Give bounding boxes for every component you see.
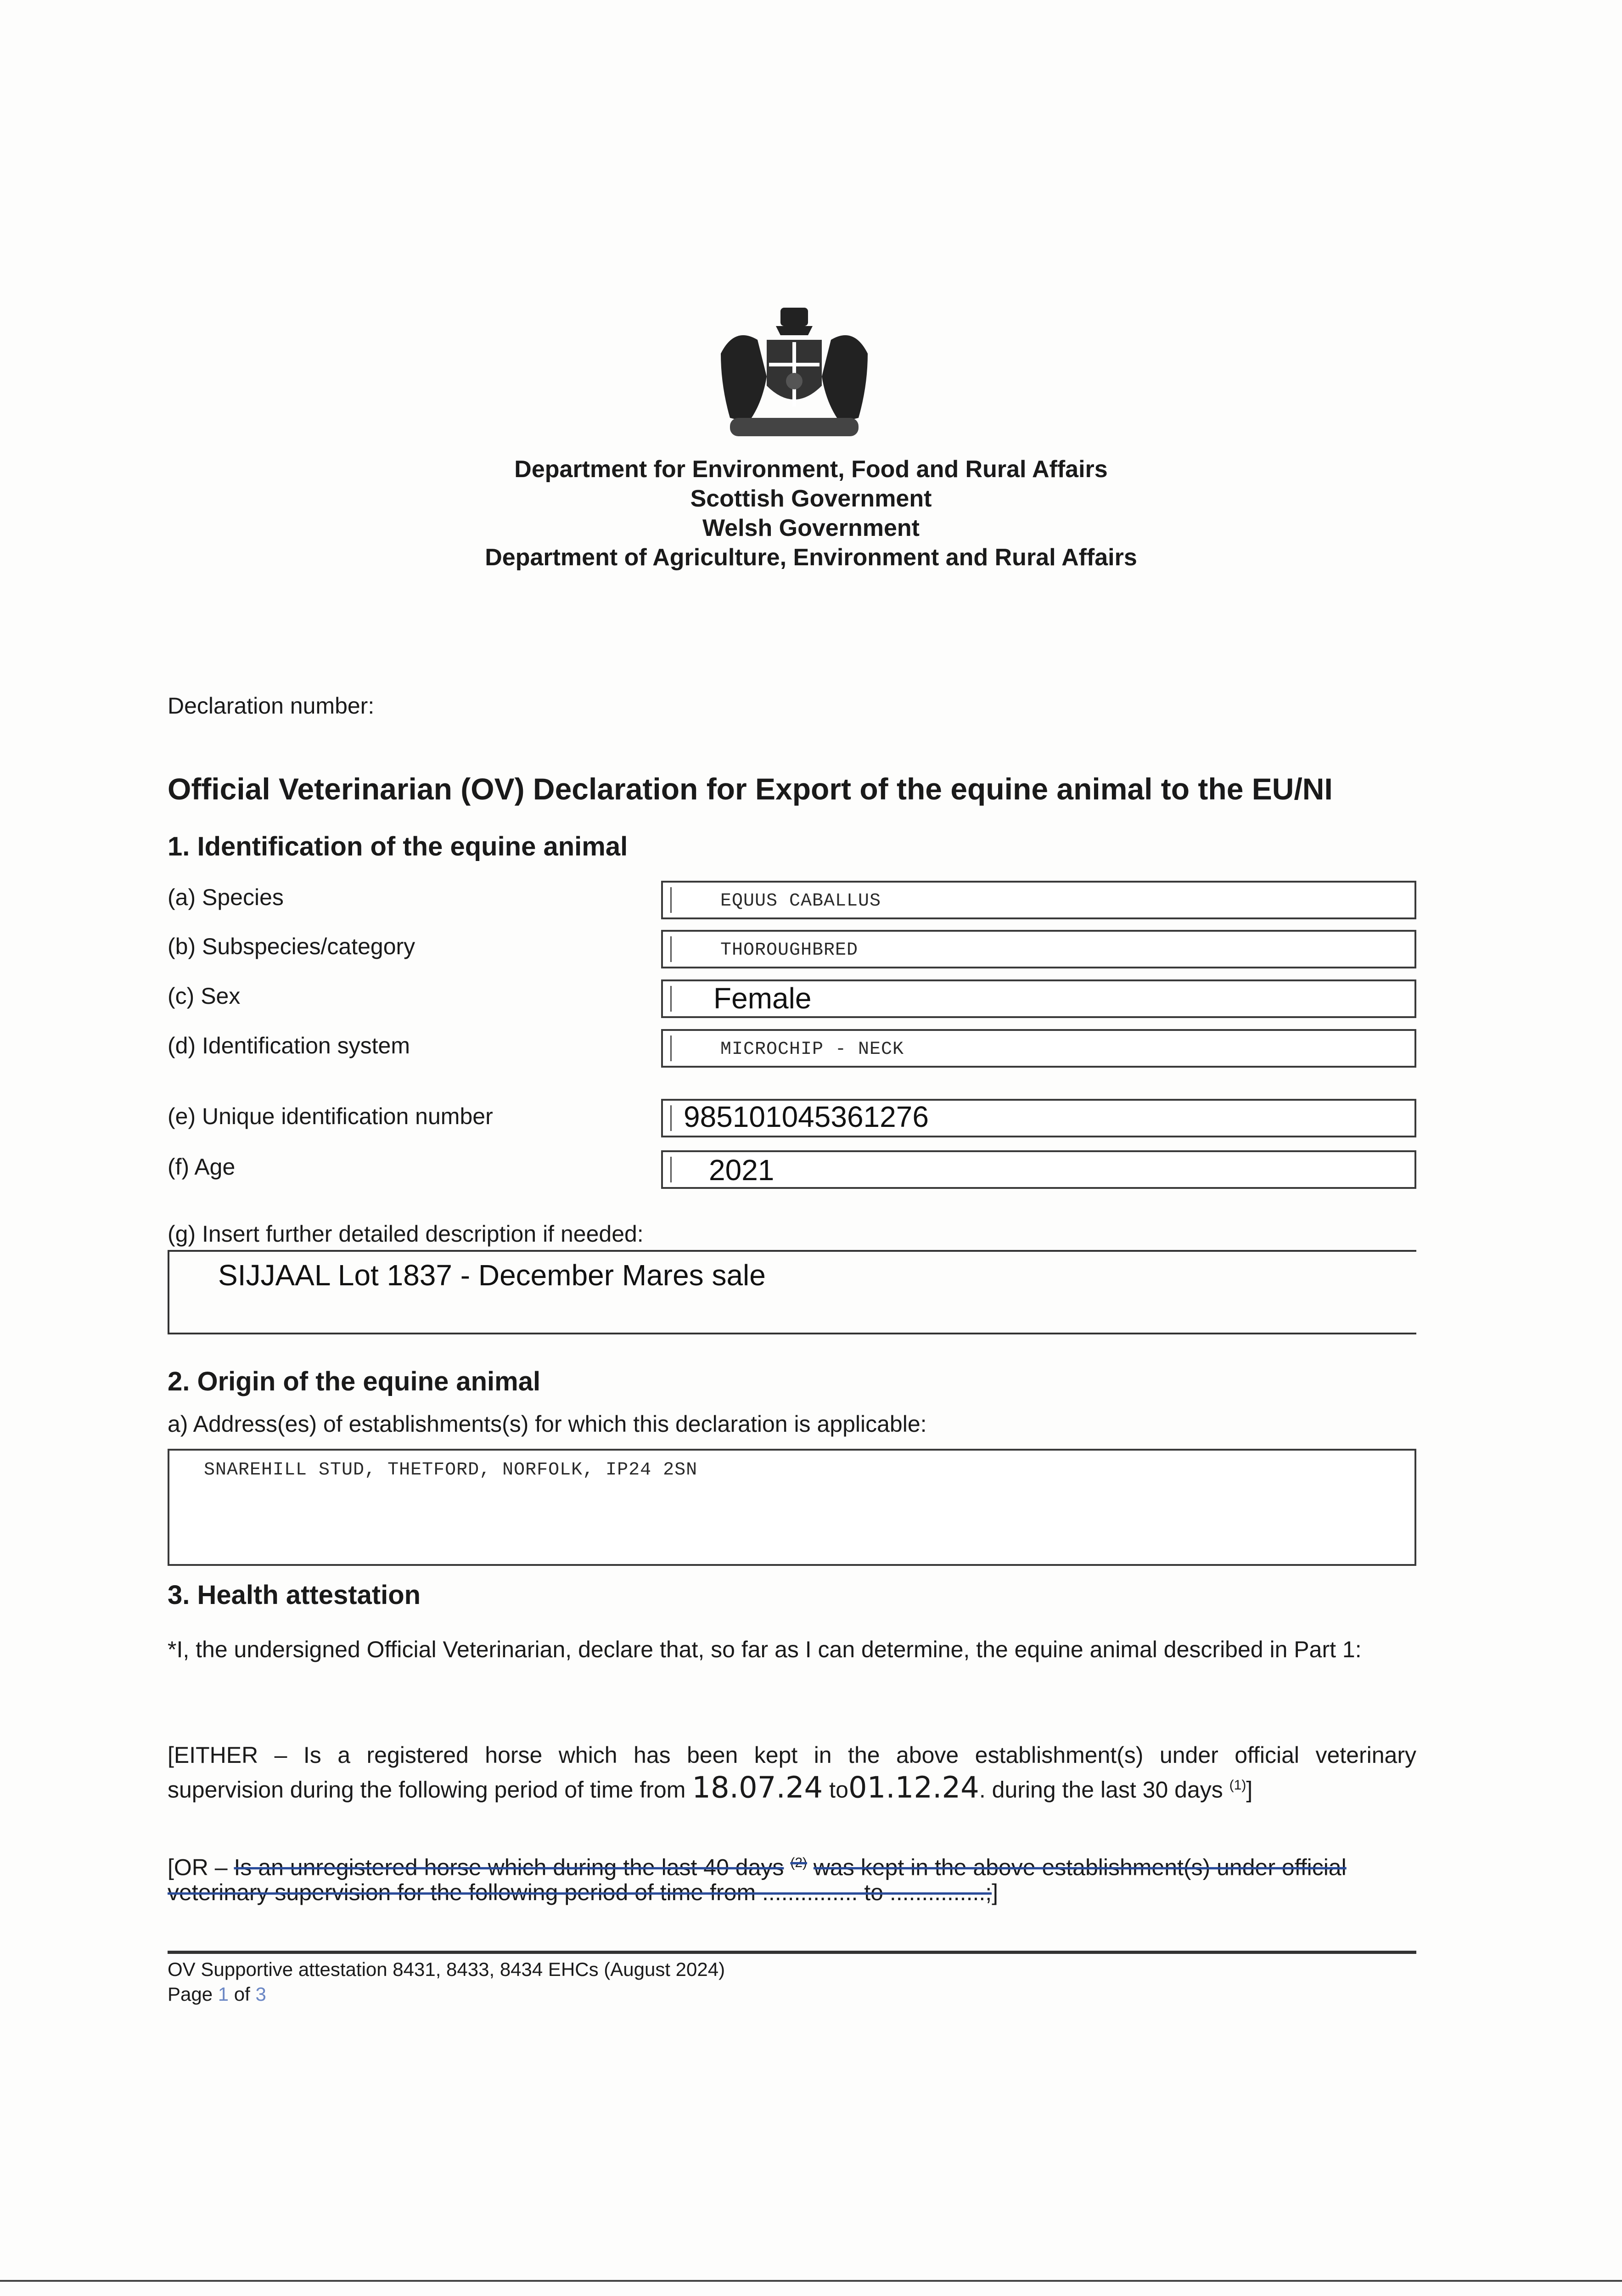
unique-id-field[interactable]: [661, 1099, 1416, 1137]
address-value: SNAREHILL STUD, THETFORD, NORFOLK, IP24 2SN: [204, 1460, 698, 1480]
either-line-2: [168, 1771, 1252, 1805]
section1-heading: 1. Identification of the equine animal: [168, 832, 628, 861]
either-line-1: [EITHER – Is a registered horse which has been kept in the above establishment(s) under official veterinary: [168, 1742, 1416, 1768]
footer-page-current: 1: [218, 1983, 229, 2005]
sex-label: (c) Sex: [168, 983, 241, 1009]
subspecies-value: THOROUGHBRED: [720, 940, 859, 961]
either-date-to[interactable]: 01.12.24: [848, 1771, 979, 1805]
footer-attestation: OV Supportive attestation 8431, 8433, 8434 EHCs (August 2024): [168, 1958, 725, 1980]
royal-coat-of-arms-icon: [702, 303, 886, 450]
or-footnote-ref: (2): [790, 1855, 807, 1870]
species-label: (a) Species: [168, 884, 284, 910]
address-label: a) Address(es) of establishments(s) for which this declaration is applicable:: [168, 1411, 927, 1437]
identification-system-label: (d) Identification system: [168, 1033, 410, 1058]
or-prefix: [OR –: [168, 1854, 234, 1880]
unique-id-label: (e) Unique identification number: [168, 1103, 493, 1129]
further-description-bottom-rule: [168, 1333, 1416, 1334]
unique-id-value: 985101045361276: [684, 1100, 929, 1133]
or-struck-text-2: veterinary supervision for the following period of time from ............... to ...............;: [168, 1880, 992, 1905]
scan-edge-line: [0, 2280, 1622, 2282]
footer-page-total: 3: [255, 1983, 266, 2005]
department-defra: Department for Environment, Food and Rural Affairs: [514, 456, 1108, 483]
or-line-2: [168, 1878, 998, 1907]
either-date-from[interactable]: 18.07.24: [692, 1771, 823, 1805]
either-to: to: [829, 1777, 848, 1803]
subspecies-field[interactable]: [661, 930, 1416, 968]
either-line-2-text: supervision during the following period of time from: [168, 1777, 686, 1803]
age-field[interactable]: [661, 1150, 1416, 1189]
or-struck-text-1: Is an unregistered horse which during the last 40 days: [234, 1854, 784, 1880]
species-field[interactable]: [661, 881, 1416, 919]
further-description-value[interactable]: SIJJAAL Lot 1837 - December Mares sale: [218, 1259, 766, 1292]
footer-page-word: Page: [168, 1983, 213, 2005]
footer-page-number: [168, 1982, 266, 2007]
section2-heading: 2. Origin of the equine animal: [168, 1367, 541, 1396]
either-close: ]: [1246, 1777, 1253, 1803]
footer-rule: [168, 1951, 1416, 1954]
sex-value: Female: [713, 982, 812, 1015]
footer-page-of: of: [234, 1983, 250, 2005]
age-label: (f) Age: [168, 1154, 236, 1180]
further-description-top-rule: [168, 1250, 1416, 1252]
or-line-1: [168, 1848, 1347, 1882]
health-attestation-intro: *I, the undersigned Official Veterinarian, declare that, so far as I can determine, the equine animal described in Part 1:: [168, 1637, 1362, 1662]
identification-system-value: MICROCHIP - NECK: [720, 1039, 904, 1060]
either-footnote-ref: (1): [1229, 1778, 1246, 1793]
sex-field[interactable]: [661, 979, 1416, 1018]
either-line-2-tail: . during the last 30 days: [979, 1777, 1223, 1803]
identification-system-field[interactable]: [661, 1029, 1416, 1068]
age-value: 2021: [709, 1154, 775, 1187]
species-value: EQUUS CABALLUS: [720, 891, 881, 912]
further-description-label: (g) Insert further detailed description if needed:: [168, 1221, 644, 1247]
address-field[interactable]: [168, 1449, 1416, 1566]
further-description-left-rule: [168, 1250, 169, 1333]
page-title: Official Veterinarian (OV) Declaration for Export of the equine animal to the EU/NI: [168, 772, 1333, 806]
section3-heading: 3. Health attestation: [168, 1580, 421, 1610]
or-close: ]: [992, 1880, 999, 1905]
department-scottish-government: Scottish Government: [690, 485, 932, 512]
subspecies-label: (b) Subspecies/category: [168, 934, 415, 959]
department-welsh-government: Welsh Government: [702, 515, 920, 541]
declaration-number-label: Declaration number:: [168, 693, 375, 719]
or-struck-text-1b: was kept in the above establishment(s) under official: [813, 1854, 1347, 1880]
department-daera: Department of Agriculture, Environment and Rural Affairs: [485, 544, 1137, 571]
